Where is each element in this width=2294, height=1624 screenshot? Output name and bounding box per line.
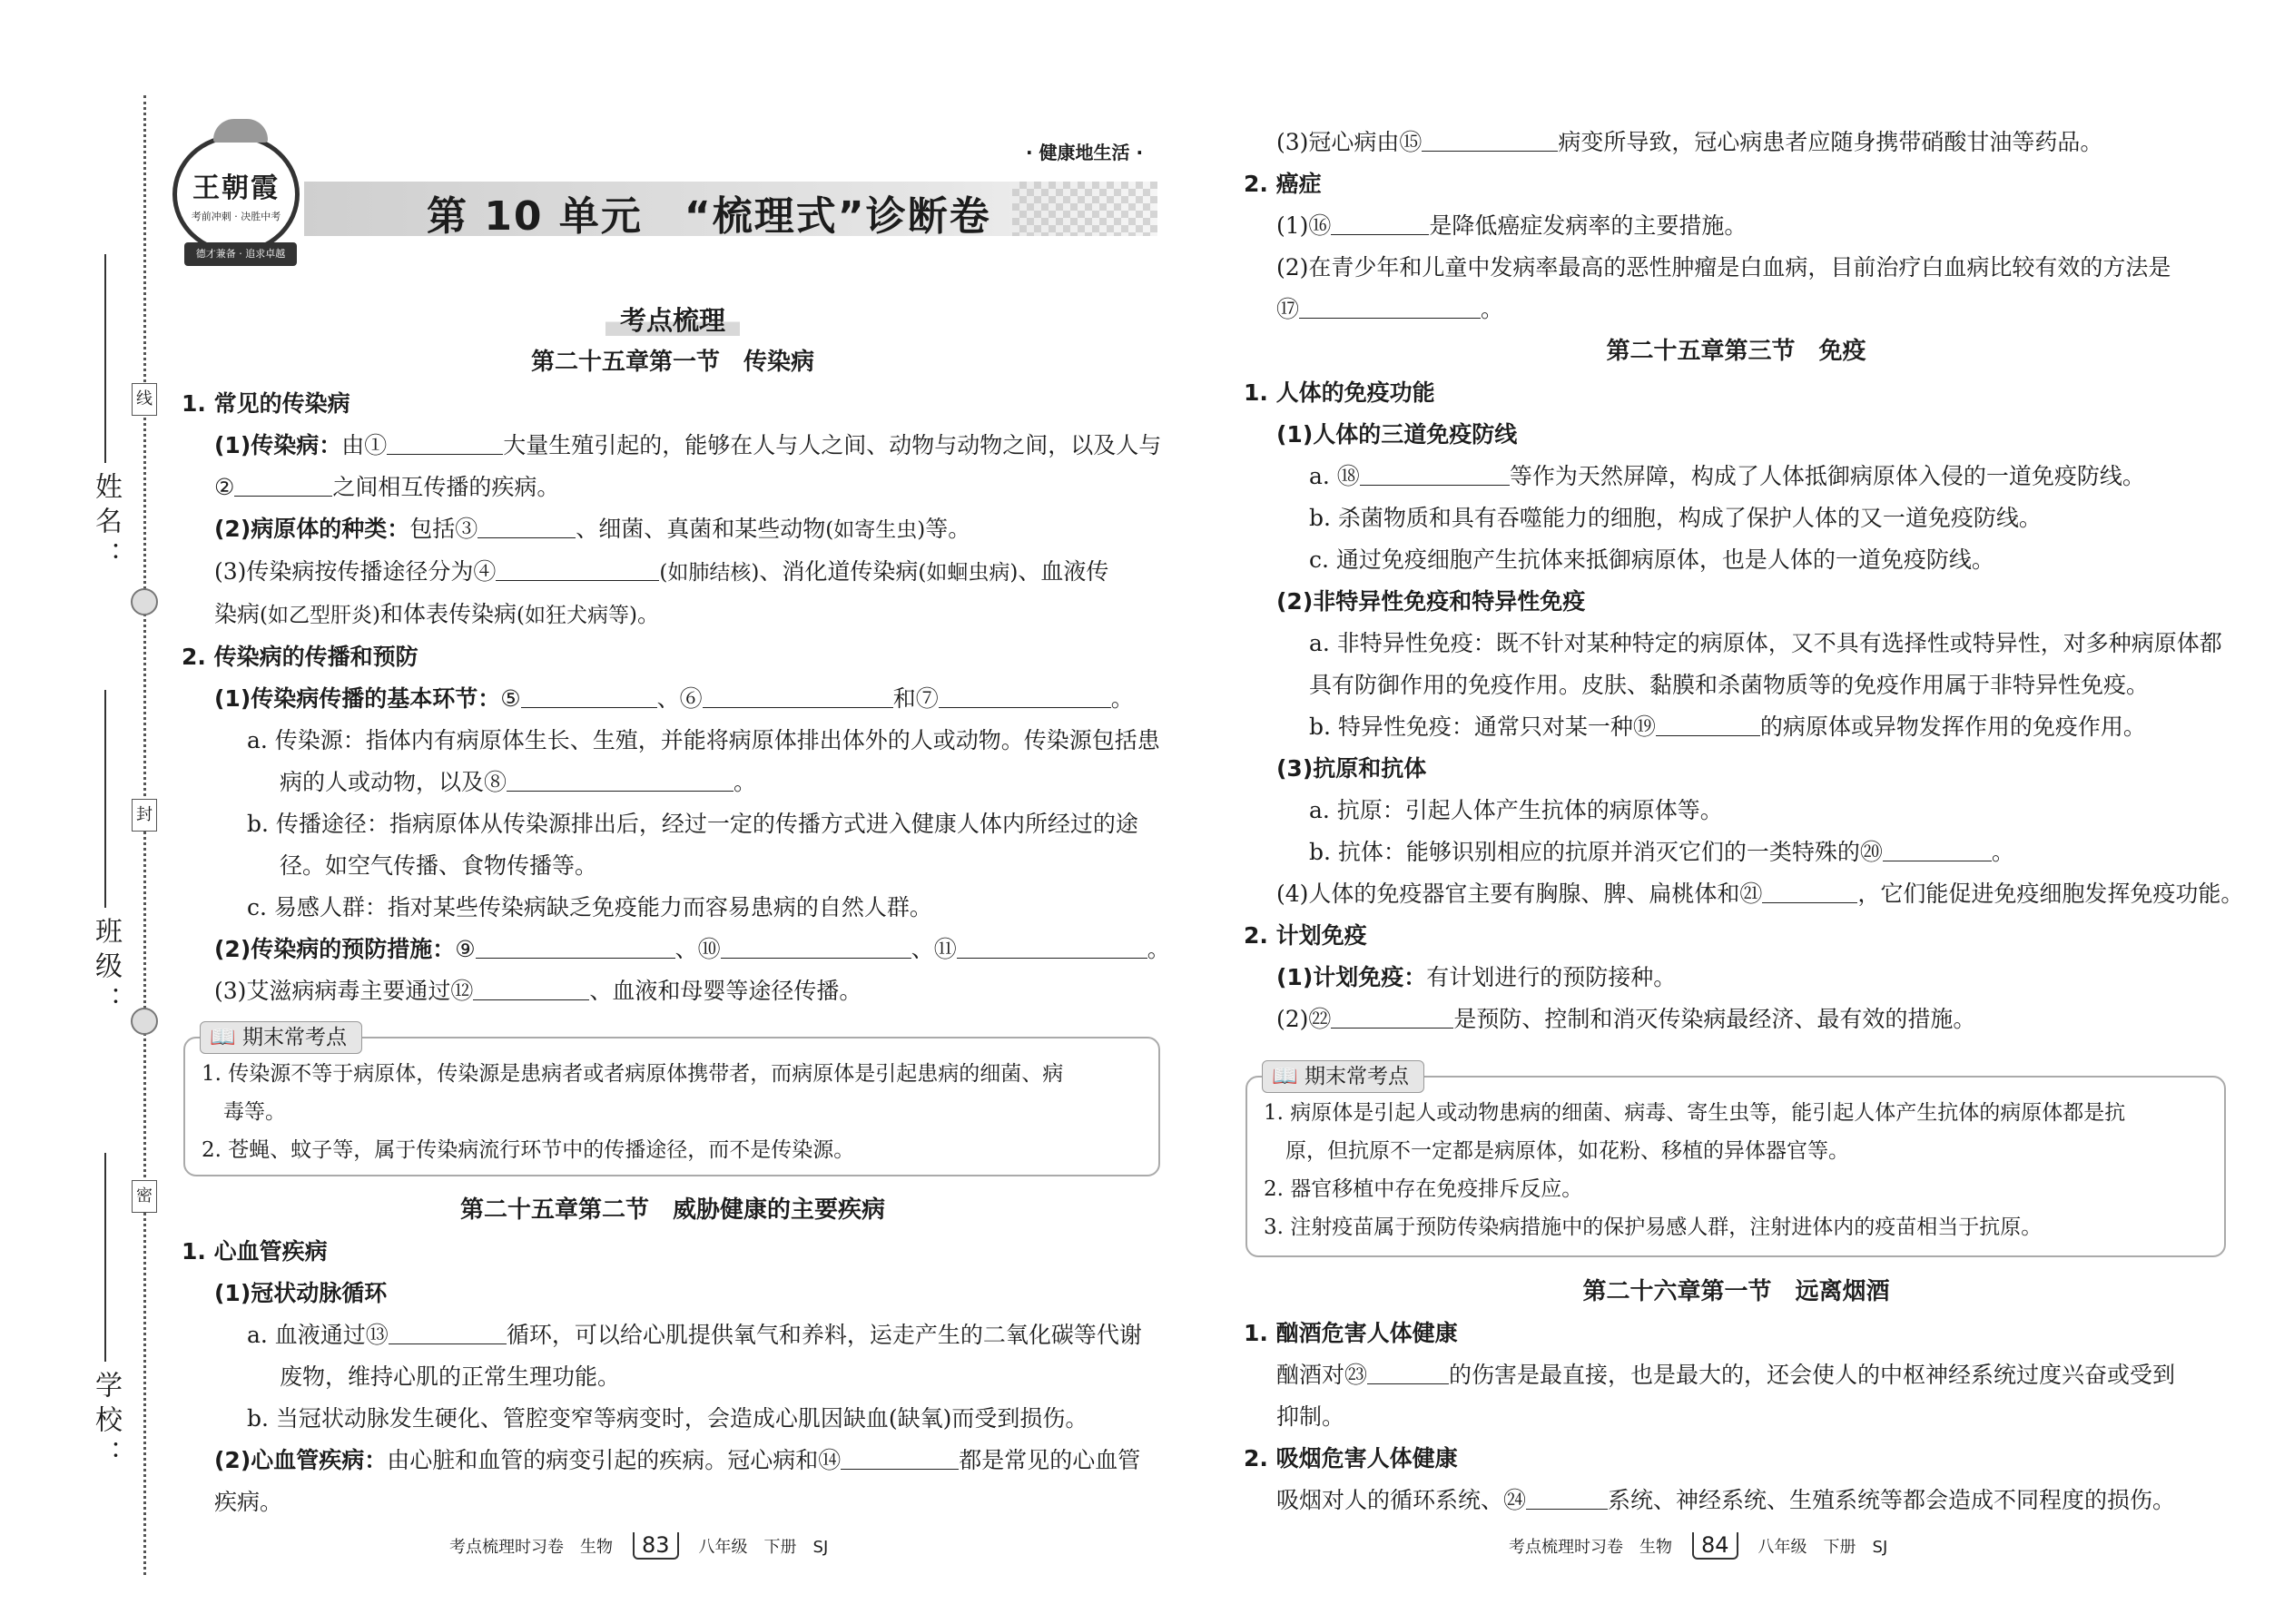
right-column-lower <box>1244 1271 2229 1521</box>
text-line: a. 血液通过⑬ 循环，可以给心肌提供氧气和养料，运走产生的二氧化碳等代谢 <box>182 1314 1164 1356</box>
exam-tips-box <box>1245 1065 2226 1257</box>
left-column <box>182 300 1170 1012</box>
answer-blank[interactable] <box>1526 1482 1608 1510</box>
text-line: 具有防御作用的免疫作用。皮肤、黏膜和杀菌物质等的免疫作用属于非特异性免疫。 <box>1309 672 2150 698</box>
answer-blank[interactable] <box>957 931 1147 959</box>
left-column-lower <box>182 1189 1164 1523</box>
answer-blank[interactable] <box>1422 124 1558 152</box>
text-line: 病的人或动物，以及⑧ 。 <box>182 762 1164 803</box>
topic-heading: 1. 心血管疾病 <box>182 1238 328 1265</box>
text-line: 径。如空气传播、食物传播等。 <box>280 852 598 879</box>
exam-tips-tab: 📖 期末常考点 <box>1262 1060 1424 1093</box>
text-line: b. 抗体：能够识别相应的抗原并消灭它们的一类特殊的⑳ 。 <box>1244 832 2229 873</box>
answer-blank[interactable] <box>721 931 911 959</box>
tip-item: 1. 传染源不等于病原体，传染源是患病者或者病原体携带者，而病原体是引起患病的细菌、病 <box>202 1062 1064 1086</box>
seal-box-line: 线 <box>132 383 157 416</box>
binding-margin <box>0 0 182 1624</box>
exam-tips-box <box>183 1026 1160 1176</box>
text-line: ② 之间相互传播的疾病。 <box>182 467 1164 508</box>
text-line: (1)⑯ 是降低癌症发病率的主要措施。 <box>1244 205 2229 247</box>
answer-blank[interactable] <box>1656 709 1760 736</box>
topic-heading: 2. 传染病的传播和预防 <box>182 644 418 670</box>
section-heading: 考点梳理 <box>182 300 1164 341</box>
answer-blank[interactable] <box>496 554 659 581</box>
name-line[interactable] <box>104 254 106 463</box>
text-line: (2)在青少年和儿童中发病率最高的恶性肿瘤是白血病，目前治疗白血病比较有效的方法是 <box>1276 254 2171 281</box>
text-line: (2)心血管疾病：由心脏和血管的病变引起的疾病。冠心病和⑭ 都是常见的心血管 <box>182 1440 1164 1481</box>
answer-blank[interactable] <box>1331 208 1429 235</box>
school-line[interactable] <box>104 1153 106 1362</box>
text-line: 酗酒对㉓ 的伤害是最直接，也是最大的，还会使人的中枢神经系统过度兴奋或受到 <box>1244 1354 2229 1396</box>
tip-item: 3. 注射疫苗属于预防传染病措施中的保护易感人群，注射进体内的疫苗相当于抗原。 <box>1264 1216 2043 1239</box>
unit-title: 第 10 单元 “梳理式”诊断卷 <box>427 193 991 240</box>
answer-blank[interactable] <box>476 931 675 959</box>
subtopic-heading: (1)冠状动脉循环 <box>214 1280 388 1306</box>
chapter-title: 第二十五章第三节 免疫 <box>1606 338 1866 365</box>
exam-tips-tab: 📖 期末常考点 <box>200 1021 362 1054</box>
answer-blank[interactable] <box>939 681 1111 708</box>
footer-book: 考点梳理时习卷 生物 <box>1509 1538 1672 1557</box>
tip-item: 原，但抗原不一定都是病原体，如花粉、移植的异体器官等。 <box>1285 1139 1849 1163</box>
text-line: 疾病。 <box>214 1489 283 1515</box>
subtopic-heading: (3)抗原和抗体 <box>1276 755 1427 782</box>
answer-blank[interactable] <box>521 681 657 708</box>
page-number: 84 <box>1692 1532 1738 1560</box>
book-icon: 📖 <box>1272 1065 1305 1088</box>
seal-box-seal: 封 <box>132 799 157 832</box>
footer-book: 考点梳理时习卷 生物 <box>449 1538 613 1557</box>
chapter-title: 第二十五章第二节 威胁健康的主要疾病 <box>459 1196 885 1224</box>
text-line: b. 当冠状动脉发生硬化、管腔变窄等病变时，会造成心肌因缺血(缺氧)而受到损伤。 <box>247 1405 1088 1432</box>
book-icon: 📖 <box>210 1026 242 1049</box>
answer-blank[interactable] <box>1367 1357 1449 1384</box>
text-line: (1)计划免疫：有计划进行的预防接种。 <box>1276 964 1677 990</box>
text-line: ⑰ 。 <box>1244 289 2229 330</box>
tip-item: 毒等。 <box>223 1100 286 1124</box>
text-line: b. 特异性免疫：通常只对某一种⑲ 的病原体或异物发挥作用的免疫作用。 <box>1244 706 2229 748</box>
logo-subtitle: 考前冲刺 · 决胜中考 <box>191 211 281 222</box>
text-line: a. 非特异性免疫：既不针对某种特定的病原体，又不具有选择性或特异性，对多种病原体都 <box>1309 630 2222 656</box>
crown-icon <box>213 119 268 143</box>
answer-blank[interactable] <box>389 1317 507 1344</box>
footer-right <box>1509 1532 1887 1560</box>
text-line: (3)冠心病由⑮ 病变所导致，冠心病患者应随身携带硝酸甘油等药品。 <box>1244 122 2229 163</box>
answer-blank[interactable] <box>478 511 576 538</box>
subtopic-heading: (1)人体的三道免疫防线 <box>1276 421 1518 448</box>
chapter-title: 第二十五章第一节 传染病 <box>530 349 814 376</box>
text-line: (2)㉒ 是预防、控制和消灭传染病最经济、最有效的措施。 <box>1244 999 2229 1040</box>
answer-blank[interactable] <box>473 973 589 1000</box>
logo-ribbon: 德才兼备 · 追求卓越 <box>184 242 297 266</box>
text-line: (4)人体的免疫器官主要有胸腺、脾、扁桃体和㉑ ，它们能促进免疫细胞发挥免疫功能。 <box>1244 873 2229 915</box>
banner-pattern <box>1012 182 1157 236</box>
tip-item: 2. 苍蝇、蚊子等，属于传染病流行环节中的传播途径，而不是传染源。 <box>202 1138 855 1162</box>
answer-blank[interactable] <box>387 428 503 455</box>
answer-blank[interactable] <box>1299 291 1481 319</box>
text-line: (2)病原体的种类：包括③ 、细菌、真菌和某些动物(如寄生虫)等。 <box>182 508 1164 551</box>
text-line: a. ⑱ 等作为天然屏障，构成了人体抵御病原体入侵的一道免疫防线。 <box>1244 456 2229 497</box>
class-line[interactable] <box>104 690 106 908</box>
text-line: a. 抗原：引起人体产生抗体的病原体等。 <box>1309 797 1723 823</box>
class-field[interactable] <box>78 690 133 1020</box>
brand-logo <box>172 134 300 260</box>
text-line: a. 传染源：指体内有病原体生长、生殖，并能将病原体排出体外的人或动物。传染源包括患 <box>247 727 1160 753</box>
binding-hole <box>131 1008 158 1035</box>
tip-item: 1. 病原体是引起人或动物患病的细菌、病毒、寄生虫等，能引起人体产生抗体的病原体都是抗 <box>1264 1101 2126 1125</box>
class-label: 班级： <box>90 917 122 1020</box>
text-line: b. 杀菌物质和具有吞噬能力的细胞，构成了保护人体的又一道免疫防线。 <box>1309 505 2042 531</box>
topic-heading: 1. 人体的免疫功能 <box>1244 379 1435 406</box>
text-line: 染病(如乙型肝炎)和体表传染病(如狂犬病等)。 <box>214 601 660 627</box>
logo-name: 王朝霞 <box>192 172 280 204</box>
text-line: (1)传染病传播的基本环节：⑤ 、⑥ 和⑦ 。 <box>182 678 1164 720</box>
answer-blank[interactable] <box>1883 834 1992 861</box>
binding-hole <box>131 588 158 615</box>
name-field[interactable] <box>78 254 133 576</box>
footer-grade: 八年级 下册 SJ <box>698 1538 829 1557</box>
answer-blank[interactable] <box>234 469 332 497</box>
answer-blank[interactable] <box>703 681 893 708</box>
text-line: (3)传染病按传播途径分为④ (如肺结核)、消化道传染病(如蛔虫病)、血液传 <box>182 551 1164 594</box>
chapter-title: 第二十六章第一节 远离烟酒 <box>1582 1278 1890 1305</box>
text-line: c. 易感人群：指对某些传染病缺乏免疫能力而容易患病的自然人群。 <box>247 894 932 920</box>
text-line: b. 传播途径：指病原体从传染源排出后，经过一定的传播方式进入健康人体内所经过的途 <box>247 811 1138 837</box>
right-column <box>1244 122 2244 1040</box>
page-number: 83 <box>633 1532 679 1560</box>
answer-blank[interactable] <box>1360 458 1510 486</box>
answer-blank[interactable] <box>1331 1001 1453 1029</box>
topic-heading: 1. 常见的传染病 <box>182 390 350 417</box>
footer-grade: 八年级 下册 SJ <box>1757 1538 1888 1557</box>
topic-heading: 2. 吸烟危害人体健康 <box>1244 1445 1458 1471</box>
school-field[interactable] <box>78 1153 133 1474</box>
footer-left <box>449 1532 828 1560</box>
answer-blank[interactable] <box>1762 876 1857 903</box>
text-line: (2)传染病的预防措施：⑨ 、⑩ 、⑪ 。 <box>182 929 1164 970</box>
text-line: 吸烟对人的循环系统、㉔ 系统、神经系统、生殖系统等都会造成不同程度的损伤。 <box>1244 1480 2229 1521</box>
text-line: 抑制。 <box>1276 1403 1345 1430</box>
tip-item: 2. 器官移植中存在免疫排斥反应。 <box>1264 1177 1583 1201</box>
text-line: c. 通过免疫细胞产生抗体来抵御病原体，也是人体的一道免疫防线。 <box>1309 546 1994 573</box>
topic-tag: · 健康地生活 · <box>1026 142 1144 163</box>
text-line: 废物，维持心肌的正常生理功能。 <box>280 1363 621 1390</box>
text-line: (3)艾滋病病毒主要通过⑫ 、血液和母婴等途径传播。 <box>182 970 1164 1012</box>
text-line: (1)传染病：由① 大量生殖引起的，能够在人与人之间、动物与动物之间，以及人与 <box>182 425 1164 467</box>
topic-heading: 1. 酗酒危害人体健康 <box>1244 1320 1458 1346</box>
school-label: 学校： <box>90 1371 122 1474</box>
cut-line <box>143 95 146 1575</box>
topic-heading: 2. 计划免疫 <box>1244 922 1367 949</box>
answer-blank[interactable] <box>841 1442 959 1470</box>
subtopic-heading: (2)非特异性免疫和特异性免疫 <box>1276 588 1586 615</box>
answer-blank[interactable] <box>507 764 733 792</box>
name-label: 姓名： <box>90 472 122 576</box>
topic-heading: 2. 癌症 <box>1244 171 1322 197</box>
seal-box-secret: 密 <box>132 1180 157 1213</box>
